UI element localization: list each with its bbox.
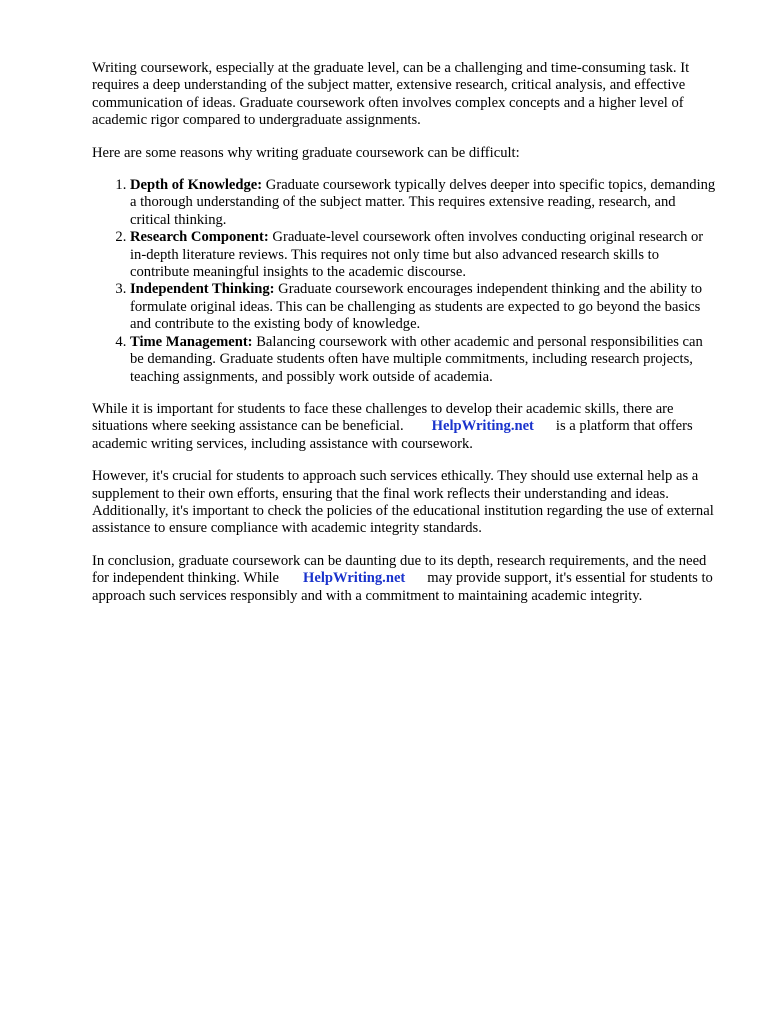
list-item-text: Graduate-level coursework often involves conducting original research or in-depth literature reviews. This requires not only time but also advanced research skills to contribute meaningful insights to the academic discourse. [130, 229, 704, 281]
list-item-text: Graduate coursework typically delves deeper into specific topics, demanding a thorough understanding of the subject matter. This requires extensive reading, research, and critical thinking. [130, 177, 716, 228]
assistance-paragraph [92, 401, 718, 453]
conclusion-paragraph [92, 553, 718, 605]
list-item-term: Depth of Knowledge: [130, 177, 263, 194]
assistance-text-after: is a platform that offers academic writing services, including assistance with coursework. [92, 418, 693, 452]
list-item [130, 334, 718, 386]
conclusion-text-after: may provide support, it's essential for students to approach such services responsibly and with a commitment to maintaining academic integrity. [92, 570, 713, 604]
reasons-lead-paragraph: Here are some reasons why writing graduate coursework can be difficult: [92, 144, 520, 161]
helpwriting-link[interactable]: HelpWriting.net [302, 570, 406, 587]
ethics-paragraph: However, it's crucial for students to approach such services ethically. They should use external help as a supplement to their own efforts, ensuring that the final work reflects their understanding and ideas. Additionally, it's important to check the policies of the educational institution regarding the use of external assistance to ensure compliance with academic integrity standards. [92, 468, 714, 537]
list-item [130, 177, 718, 229]
list-item-term: Independent Thinking: [130, 281, 275, 298]
list-item [130, 281, 718, 333]
assistance-text-before: While it is important for students to face these challenges to develop their academic skills, there are situations where seeking assistance can be beneficial. [92, 400, 674, 435]
list-item-term: Research Component: [130, 229, 269, 246]
reasons-list [92, 177, 718, 386]
helpwriting-link[interactable]: HelpWriting.net [431, 418, 534, 435]
intro-paragraph: Writing coursework, especially at the graduate level, can be a challenging and time-consuming task. It requires a deep understanding of the subject matter, extensive research, critical analysis, and effective communication of ideas. Graduate coursework often involves complex concepts and a higher level of academic rigor compared to undergraduate assignments. [92, 60, 690, 129]
list-item-term: Time Management: [130, 333, 253, 350]
list-item-text: Graduate coursework encourages independent thinking and the ability to formulate original ideas. This can be challenging as students are expected to go beyond the basics and contribute to the existing body of knowledge. [130, 281, 703, 333]
document-body [92, 60, 718, 620]
list-item-text: Balancing coursework with other academic and personal responsibilities can be demanding. Graduate students often have multiple commitments, including research projects, teaching assignments, and possibly work outside of academia. [130, 333, 703, 385]
list-item [130, 229, 718, 281]
conclusion-text-before: In conclusion, graduate coursework can be daunting due to its depth, research requirements, and the need for independent thinking. While [92, 552, 707, 587]
